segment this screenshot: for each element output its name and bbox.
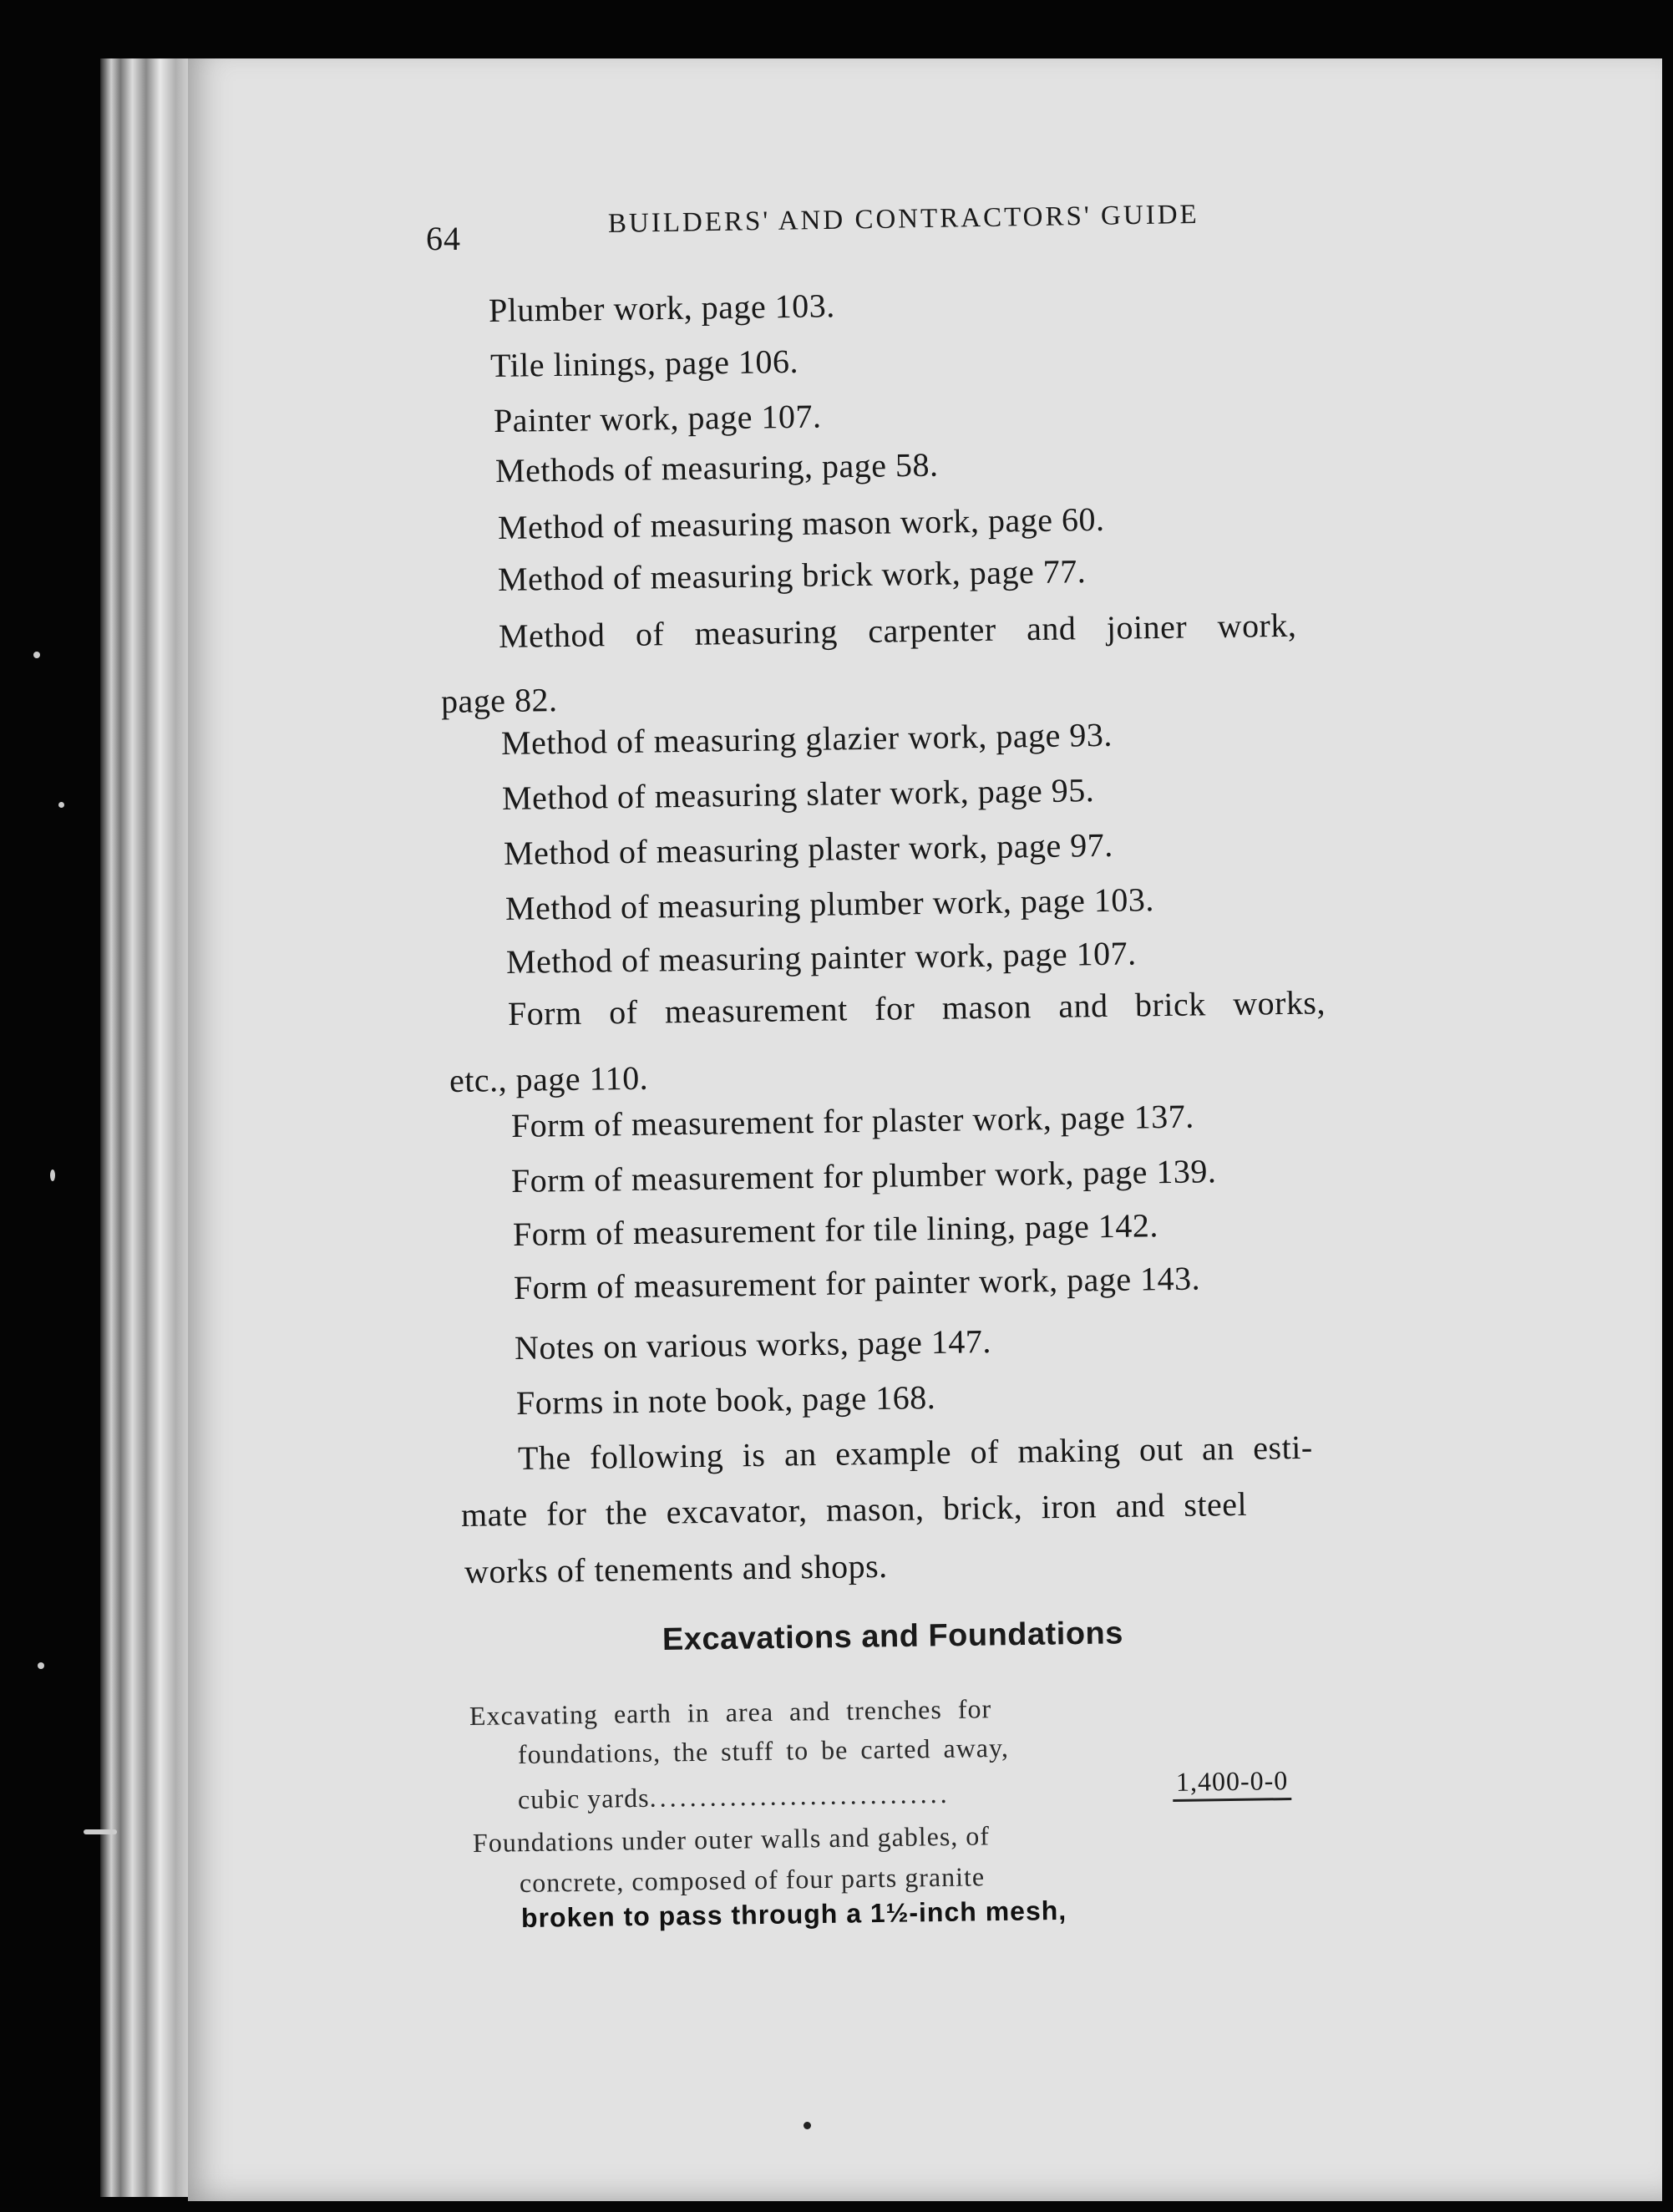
page-number: 64 (426, 220, 461, 257)
paragraph-line: mate for the excavator, mason, brick, iron and steel (460, 1484, 1248, 1534)
entry-line: etc., page 110. (449, 1058, 649, 1099)
entry-line: Method of measuring painter work, page 107. (505, 934, 1137, 981)
entry-line: Method of measuring slater work, page 95. (501, 771, 1095, 817)
item-line: concrete, composed of four parts granite (519, 1861, 986, 1898)
entry-line: Forms in note book, page 168. (515, 1377, 936, 1422)
amount-value: 1,400-0-0 (1173, 1765, 1292, 1802)
item-line: Foundations under outer walls and gables, of (472, 1820, 991, 1858)
entry-line: Form of measurement for plumber work, page 139. (510, 1152, 1217, 1200)
entry-line: page 82. (440, 681, 558, 720)
paragraph-line: works of tenements and shops. (464, 1546, 888, 1591)
entry-line: Method of measuring plaster work, page 97. (503, 825, 1113, 872)
entry-line: Method of measuring carpenter and joiner work, (498, 606, 1297, 655)
section-heading: Excavations and Foundations (662, 1616, 1124, 1657)
entry-line: Methods of measuring, page 58. (494, 445, 939, 490)
paragraph-line: The following is an example of making out an esti- (517, 1428, 1313, 1477)
running-head: BUILDERS' AND CONTRACTORS' GUIDE (607, 199, 1199, 239)
entry-line: Form of measurement for painter work, page 143. (513, 1259, 1201, 1306)
entry-line: Method of measuring brick work, page 77. (497, 552, 1087, 598)
item-line: Excavating earth in area and trenches for (469, 1693, 992, 1731)
entry-line: Form of measurement for tile lining, page 142. (512, 1206, 1159, 1253)
leader-dots: .............................. (649, 1778, 951, 1813)
item-line: foundations, the stuff to be carted away, (517, 1732, 1010, 1769)
entry-line: Painter work, page 107. (493, 397, 822, 439)
item-line (518, 1778, 951, 1815)
entry-line: Form of measurement for mason and brick works, (507, 983, 1326, 1032)
entry-line: Method of measuring glazier work, page 93. (500, 715, 1113, 762)
entry-line: Plumber work, page 103. (488, 287, 836, 329)
entry-line: Tile linings, page 106. (489, 342, 799, 384)
item-label: cubic yards (517, 1782, 650, 1814)
entry-line: Method of measuring mason work, page 60. (497, 500, 1105, 546)
entry-line: Form of measurement for plaster work, page 137. (510, 1097, 1194, 1144)
entry-line: Notes on various works, page 147. (514, 1322, 992, 1367)
item-line: broken to pass through a 1½-inch mesh, (520, 1895, 1067, 1933)
entry-line: Method of measuring plumber work, page 103. (504, 880, 1155, 927)
